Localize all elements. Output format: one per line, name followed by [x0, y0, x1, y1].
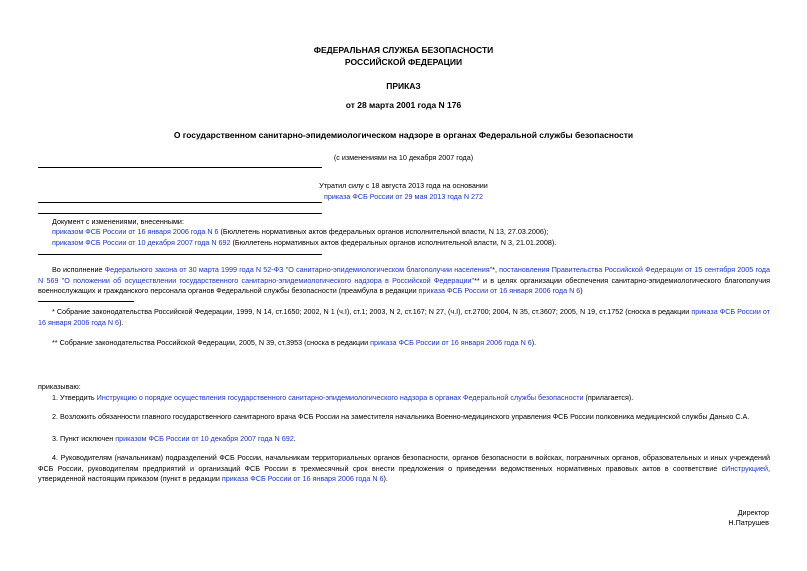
- divider: [38, 167, 322, 168]
- divider: [38, 213, 322, 214]
- changes-item: приказом ФСБ России от 10 декабря 2007 года N 692 (Бюллетень нормативных актов федеральных органов исполнительной власти, N 3, 21.01.2008).: [52, 238, 557, 247]
- amendments-note: (с изменениями на 10 декабря 2007 года): [333, 153, 474, 162]
- document-date-number: от 28 марта 2001 года N 176: [345, 100, 462, 110]
- instruction-link[interactable]: Инструкцией: [725, 463, 768, 473]
- divider: [38, 202, 322, 203]
- federal-law-link[interactable]: Федерального закона от 30 марта 1999 года N 52-ФЗ "О санитарно-эпидемиологическом благополучии населения": [104, 265, 493, 274]
- agency-name-line1: ФЕДЕРАЛЬНАЯ СЛУЖБА БЕЗОПАСНОСТИ: [313, 45, 494, 55]
- order-item-1: 1. Утвердить Инструкцию о порядке осуществления государственного санитарно-эпидемиологического надзора в органах Федеральной службы безопасности (прилагается).: [52, 393, 634, 402]
- order-word: приказываю:: [38, 382, 81, 391]
- order-item-3: 3. Пункт исключен приказом ФСБ России от 10 декабря 2007 года N 692.: [52, 434, 296, 443]
- instruction-link[interactable]: Инструкцию о порядке осуществления государственного санитарно-эпидемиологического надзора в органах Федеральной службы безопасности: [96, 393, 584, 402]
- document-type: ПРИКАЗ: [386, 81, 421, 91]
- footnote-2: ** Собрание законодательства Российской Федерации, 2005, N 39, ст.3953 (сноска в редакции приказа ФСБ России от 16 января 2006 года N 6).: [52, 338, 537, 347]
- status-line: Утратил силу с 18 августа 2013 года на основании: [319, 181, 488, 190]
- order-item-2: 2. Возложить обязанности главного государственного санитарного врача ФСБ России на заместителя начальника Военно-медицинского управления ФСБ России полковника медицинской службы Данько С.А.: [52, 412, 750, 421]
- item4-edition-link[interactable]: приказа ФСБ России от 16 января 2006 года N 6: [221, 474, 384, 483]
- footnote-link[interactable]: приказа ФСБ России от 16 января 2006 года N 6: [38, 307, 770, 327]
- document-title: О государственном санитарно-эпидемиологическом надзоре в органах Федеральной службы безопасности: [173, 130, 634, 140]
- footnote-link[interactable]: приказа ФСБ России от 16 января 2006 года N 6: [370, 338, 532, 347]
- changes-link[interactable]: приказом ФСБ России от 10 декабря 2007 года N 692: [52, 238, 231, 247]
- status-link[interactable]: приказа ФСБ России от 29 мая 2013 года N 272: [323, 192, 484, 201]
- preamble-edition-link[interactable]: приказа ФСБ России от 16 января 2006 года N 6: [418, 286, 581, 295]
- signature-name: Н.Патрушев: [728, 518, 769, 527]
- agency-name-line2: РОССИЙСКОЙ ФЕДЕРАЦИИ: [344, 57, 463, 67]
- footnote-divider: [38, 301, 134, 302]
- divider: [38, 254, 322, 255]
- exclusion-link[interactable]: приказом ФСБ России от 10 декабря 2007 года N 692: [115, 434, 294, 443]
- government-decree-link[interactable]: постановления Правительства Российской Федерации от 15 сентября 2005 года N 569 "О положении об осуществлении государственного санитарно-эпидемиологического надзора в Российской Федерации": [38, 265, 770, 285]
- changes-heading: Документ с изменениями, внесенными:: [52, 217, 184, 226]
- footnote-1: * Собрание законодательства Российской Федерации, 1999, N 14, ст.1650; 2002, N 1 (ч.I), ст.1; 2003, N 2, ст.167; N 27, (ч.I), ст.2700; 2004, N 35, ст.3607; 2005, N 19, ст.1752 (сноска в редакции приказа ФСБ России от 16 января 2006 года N 6).: [38, 307, 770, 327]
- changes-item: приказом ФСБ России от 16 января 2006 года N 6 (Бюллетень нормативных актов федеральных органов исполнительной власти, N 13, 27.03.2006);: [52, 227, 549, 236]
- order-item-4: 4. Руководителям (начальникам) подразделений ФСБ России, начальникам территориальных органов безопасности, органов безопасности в войсках, пограничных органов, образовательных и иных учреждений ФСБ России, руководителям предприятий и организаций ФСБ России в трехмесячный срок внести предложения о приведении ведомственных нормативных правовых актов в соответствие сИнструкцией, утвержденной настоящим приказом (пункт в редакции приказа ФСБ России от 16 января 2006 года N 6).: [38, 453, 770, 483]
- preamble-paragraph: Во исполнение Федерального закона от 30 марта 1999 года N 52-ФЗ "О санитарно-эпидемиологическом благополучии населения"*, постановления Правительства Российской Федерации от 15 сентября 2005 года N 569 "О положении об осуществлении государственного санитарно-эпидемиологического надзора в Российской Федерации"** и в целях организации обеспечения санитарно-эпидемиологического благополучия военнослужащих и гражданского персонала органов Федеральной службы безопасности (преамбула в редакции приказа ФСБ России от 16 января 2006 года N 6): [38, 265, 770, 295]
- changes-link[interactable]: приказом ФСБ России от 16 января 2006 года N 6: [52, 227, 219, 236]
- signature-role: Директор: [737, 508, 769, 517]
